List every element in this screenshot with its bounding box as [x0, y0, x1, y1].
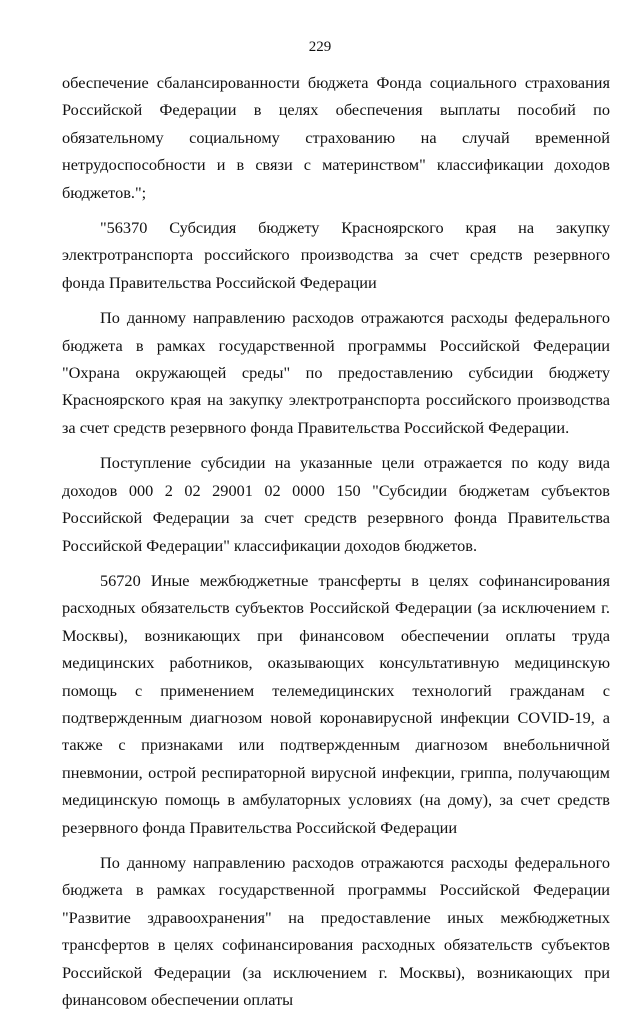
paragraph-56370-revenue-code: Поступление субсидии на указанные цели отражается по коду вида доходов 000 2 02 29001 02 0000 150 "Субсидии бюджетам субъектов Российской Федерации за счет средств резервного фонда Правительства Российской Федерации" классификации доходов бюджетов. — [62, 453, 610, 555]
paragraph-code-56370-title: "56370 Субсидия бюджету Красноярского края на закупку электротранспорта российского производства за счет средств резервного фонда Правительства Российской Федерации — [62, 218, 610, 292]
paragraph-56370-expenses: По данному направлению расходов отражаются расходы федерального бюджета в рамках государственной программы Российской Федерации "Охрана окружающей среды" по предоставлению субсидии бюджету Красноярского края на закупку электротранспорта российского производства за счет средств резервного фонда Правительства Российской Федерации. — [62, 308, 610, 437]
paragraph-continuation: обеспечение сбалансированности бюджета Фонда социального страхования Российской Федерации в целях обеспечения выплаты пособий по обязательному социальному страхованию на случай временной нетрудоспособности и в связи с материнством" классификации доходов бюджетов."; — [62, 73, 610, 202]
paragraph-56720-expenses: По данному направлению расходов отражаются расходы федерального бюджета в рамках государственной программы Российской Федерации "Развитие здравоохранения" на предоставление иных межбюджетных трансфертов в целях софинансирования расходных обязательств субъектов Российской Федерации (за исключением г. Москвы), возникающих при финансовом обеспечении оплаты — [62, 852, 610, 1009]
paragraph-code-56720-title: 56720 Иные межбюджетные трансферты в целях софинансирования расходных обязательств субъектов Российской Федерации (за исключением г. Москвы), возникающих при финансовом обеспечении оплаты труда медицинских работников, оказывающих консультативную медицинскую помощь с применением телемедицинских технологий гражданам с подтвержденным диагнозом новой коронавирусной инфекции COVID-19, а также с признаками или подтвержденным диагнозом внебольничной пневмонии, острой респираторной вирусной инфекции, гриппа, получающим медицинскую помощь в амбулаторных условиях (на дому), за счет средств резервного фонда Правительства Российской Федерации — [62, 570, 610, 837]
document-body — [62, 69, 610, 1021]
page-number: 229 — [308, 39, 332, 55]
